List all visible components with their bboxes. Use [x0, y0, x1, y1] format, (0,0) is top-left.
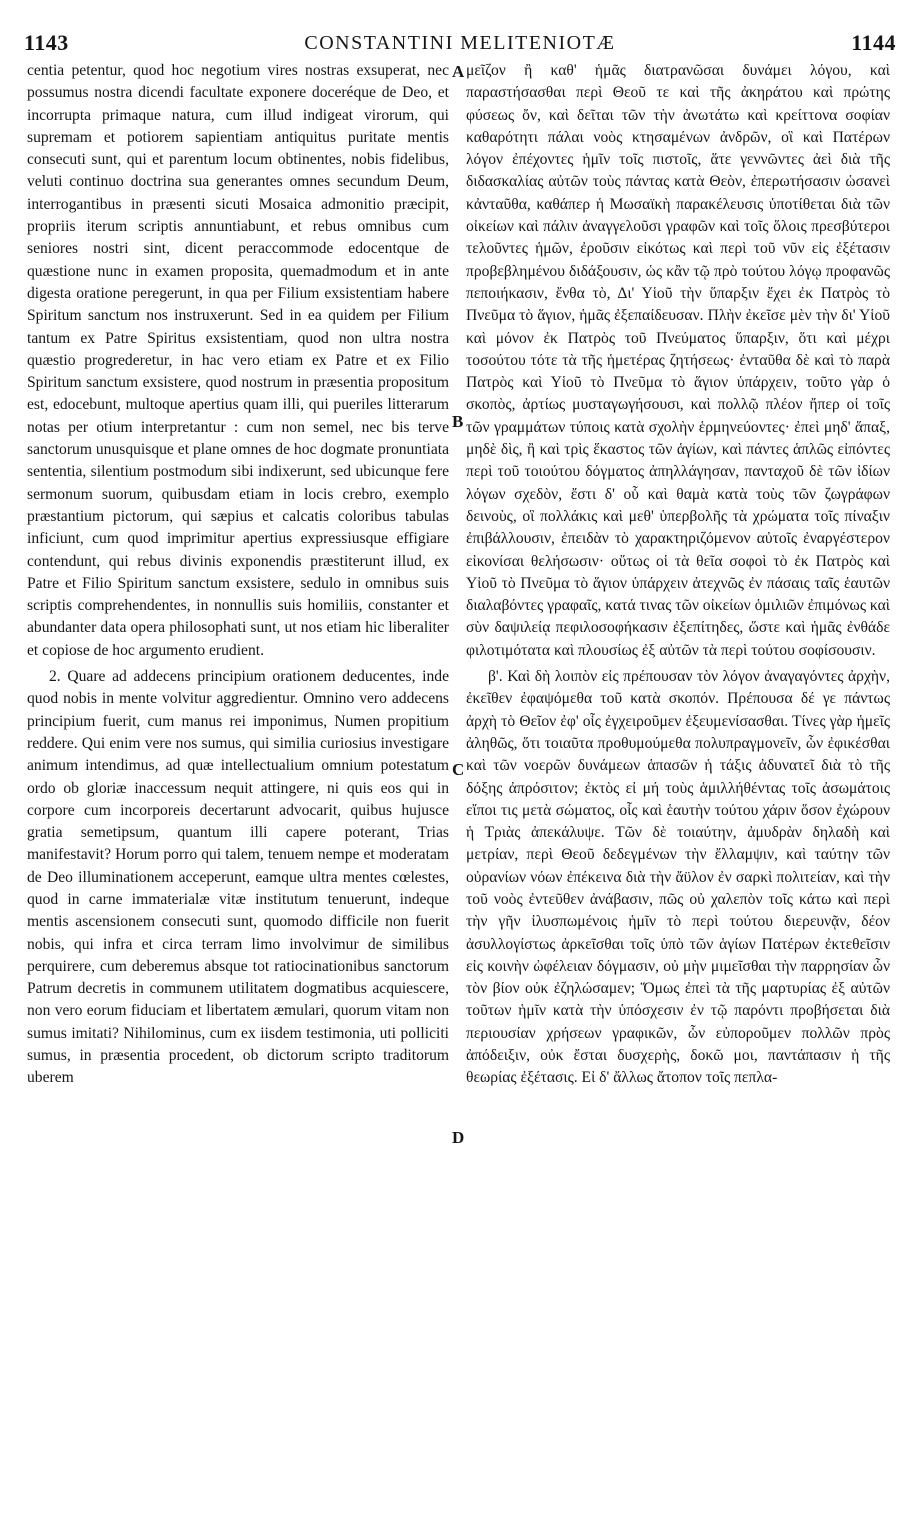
margin-marker-a: A — [452, 62, 465, 81]
latin-paragraph: centia petentur, quod hoc negotium vires nostras exsuperat, nec possumus nostra dicendi facultate exponere doceréque de Deo, et incorrupta primaque natura, cum illud indigeat virorum, qui supremam et potiorem sapientiam antiquitus puritate mentis consecuti sunt, qui et parentum locum obtinentes, nobis fidelibus, veluti continuo doctrina sua generantes omnes secundum Deum, interrogantibus in præsenti sicuti Mosaica admonitio præcipit, propriis iterum scriptis annuntiabunt, et rebus omnibus cum seniores nostri sint, dicent peraccommode edocentque de quæstione nunc in examen proposita, quemadmodum et in ante digesta oratione peregerunt, in qua per Filium exsistentiam habere Spiritum sanctum nos instruxerunt. Sed in ea quidem per Filium tantum ex Patre Spiritus exsistentiam, quod non ultra nostra quæstio progrederetur, in hac vero etiam ex Patre et ex Filio Spiritum sanctum exsistere, quod nostrum in præsentia propositum est, edocebunt, multoque apertius quam illi, qui pueriles litterarum notas per otium interpretantur : cum non semel, nec bis terve sanctorum unusquisque et plane omnes de hoc dogmate pronuntiata sententia, silentium postmodum sibi indixerunt, sed ubicunque fere sermonum suorum, quibusdam etiam in locis crebro, exemplo præstantium pictorum, qui sæpius et calcatis coloribus tabulas inficiunt, cum quod imprimitur apertius expressiusque effigiare contendunt, qui rebus divinis exponendis præstiterunt illud, ex Patre et Filio Spiritum sanctum exsistere, sedulo in omnibus suis scriptis comprehendentes, in nonnullis suis homiliis, constanter et abundanter data opera philosophati sunt, ut nos etiam hic liberaliter et copiose de hoc argumento erudient. — [27, 62, 449, 659]
page-header — [24, 24, 896, 54]
margin-marker-d: D — [452, 1128, 465, 1147]
greek-paragraph: β'. Καὶ δὴ λοιπὸν εἰς πρέπουσαν τὸν λόγον ἀναγαγόντες ἀρχὴν, ἐκεῖθεν ἐφαψόμεθα τοῦ κατὰ σκοπόν. Πρέπουσα δέ γε πάντως ἀρχὴ τὸ Θεῖον ἐφ' οἷς ἐγχειροῦμεν ἐξευμενίσασθαι. Τίνες γὰρ ἡμεῖς ἀληθῶς, ὅτι τοιαῦτα προθυμούμεθα πολυπραγμονεῖν, ὧν ἐφικέσθαι καὶ τῶν νοερῶν δυνάμεων ἁπασῶν ἡ τάξις ἀδυνατεῖ διὰ τὸ τῆς δόξης ἀπρόσιτον; ἐκτὸς εἰ μή τοὺς ἁμιλλήθέντας τοῖς ἀσωμάτοις εἴποι τις μετὰ σώματος, οἷς καὶ ἑαυτὴν τούτου χάριν ὅσον ἐχώρουν ἡ Τριὰς ἀπεκάλυψε. Τῶν δὲ τοιαύτην, ἀμυδρὰν δηλαδὴ καὶ μετρίαν, περὶ Θεοῦ δεδεγμένων τὴν ἔλλαμψιν, καὶ ταύτην τῶν οὐρανίων νόων ἐπέκεινα διὰ τὴν ἄϋλον ἐν σαρκὶ πολιτείαν, καὶ τὴν τοῦ νοὸς ἐντεῦθεν ἀνάβασιν, πῶς οὐ χαλεπὸν τοῖς κάτω καὶ περὶ τὴν γῆν ἰλυσπωμένοις ἡμῖν τὸ περὶ τούτου διερευνᾷν, δέον ἀσυλλογίστως ἀρκεῖσθαι τοῖς ὑπὸ τῶν ἁγίων Πατέρων ἐκτεθεῖσιν εἰς κοινὴν ὠφέλειαν δόγμασιν, οὐ μὴν μιμεῖσθαι τὴν παρρησίαν ὧν τὸν βίον οὐκ ἐζηλώσαμεν; Ὅμως ἐπεὶ τὰ τῆς μαρτυρίας ἐξ αὐτῶν τοῦτων ἡμῖν κατὰ τὴν ὑπόσχεσιν ἐν τῷ παρόντι προβήσεται διὰ περιουσίαν χρήσεων γραφικῶν, ὧν εὐποροῦμεν πολλῶν πρὸς ἀπόδειξιν, οὐκ ἔσται δυσχερὴς, δοκῶ μοι, παντάπασιν ἡ τῆς θεωρίας ἐξέτασις. Εἰ δ' ἄλλως ἄτοπον τοῖς πεπλα- — [466, 668, 890, 1087]
page-number-left: 1143 — [24, 30, 69, 55]
greek-paragraph: μεῖζον ἢ καθ' ἡμᾶς διατρανῶσαι δυνάμει λόγου, καὶ παραστήσασθαι περὶ Θεοῦ τε καὶ τῆς ἀκηράτου καὶ πρώτης φύσεως ὄν, καὶ δεῖται τῶν τὴν ἀνωτάτω καὶ κρείττονα σοφίαν καθαρότητι πάλαι νοὸς κτησαμένων ἀνδρῶν, οἳ καὶ Πατέρων λόγον ἐπέχοντες ἡμῖν τοῖς πιστοῖς, ἅτε γεννῶντες ἀεὶ διὰ τῆς διδασκαλίας αὐτῶν τοὺς πάντας κατὰ Θεὸν, ἐπερωτήσασιν ὡσανεὶ κἀνταῦθα, καθάπερ ἡ Μωσαϊκὴ παρακέλευσις ὑποτίθεται διὰ τῶν οἰκείων καὶ πάλιν ἀναγγελοῦσι γραφῶν καὶ τοῖς ὅλοις πρεσβύτεροι τελοῦντες ἡμῶν, ἐροῦσιν εἰκότως καὶ περὶ τοῦ νῦν εἰς ἐξέτασιν προβεβλημένου διδάξουσιν, ὡς κἂν τῷ πρὸ τούτου λόγῳ προφανῶς πεποιήκασιν, ἔνθα τὸ, Δι' Υἱοῦ τὴν ὕπαρξιν ἔχει ἐκ Πατρὸς τὸ Πνεῦμα τὸ ἅγιον, ἡμᾶς ἐξεπαίδευσαν. Πλὴν ἐκεῖσε μὲν τὴν δι' Υἱοῦ καὶ μόνον ἐκ Πατρὸς τοῦ Πνεύματος ὕπαρξιν, ὅτι καὶ μέχρι τοσούτου τότε τὰ τῆς ἡμετέρας ζητήσεως· ἐνταῦθα δὲ καὶ τὸ παρὰ Πατρὸς καὶ Υἱοῦ τὸ Πνεῦμα τὸ ἅγιον ὑπάρχειν, τοῦτο γὰρ ὁ σκοπὸς, ἀρτίως μυσταγωγήσουσι, καὶ πολλῷ πλέον ἤπερ οἱ τοῖς τῶν γραμμάτων τύποις κατὰ σχολὴν ἑρμηνεύοντες· ἐπεὶ μηδ' ἅπαξ, μηδὲ δὶς, ἢ καὶ τρὶς ἕκαστος τῶν ἁγίων, καὶ πάντες ἁπλῶς εἰπόντες περὶ τοῦ τοιούτου δόγματος ἀπηλλάγησαν, πανταχοῦ δὲ τῶν ἰδίων λόγων σχεδὸν, ἔστι δ' οὗ καὶ θαμὰ κατὰ τοὺς τῶν ζωγράφων δεινοὺς, οἳ πολλάκις καὶ μεθ' ὑπερβολῆς τὰ χρώματα τοῖς πίναξιν ἐπιβάλλουσιν, ἐπειδὰν τὸ χαρακτηριζόμενον αὐτοῖς ἐναργέστερον εἰκονίσαι θελήσωσιν· οὕτως οἱ τὰ θεῖα σοφοὶ τὸ ἐκ Πατρὸς καὶ Υἱοῦ τὸ Πνεῦμα τὸ ἅγιον ὑπάρχειν ἀτεχνῶς ἐν πάσαις ταῖς ἑαυτῶν διαλαβόντες γραφαῖς, κατά τινας τῶν οἰκείων ὁμιλιῶν ἐπιμόνως καὶ σὺν δαψιλείᾳ πεφιλοσοφήκασιν ἐξεπίτηδες, ὥστε καὶ ἡμᾶς ἐνθάδε φιλοτιμότατα καὶ πλουσίως ἐξ αὐτῶν τὰ περὶ τούτου σοφίσουσιν. — [466, 62, 890, 659]
latin-paragraph: 2. Quare ad addecens principium orationem deducentes, inde quod nobis in mente volvitur aggredientur. Omnino vero addecens principium fuerit, cum manus rei imponimus, Numen propitium reddere. Qui enim vere nos sumus, qui similia curiosius investigare animum intendimus, ad quæ intellectualium omnium potestatum ordo ob gloriæ inaccessum nequit attingere, ni quis eos qui in corpore cum incorporeis decertarunt advocarit, quibus hujusce gratia semetipsum, quantum illi capere poterant, Trias manifestavit? Horum porro qui talem, tenuem nempe et moderatam de Deo illuminationem acceperunt, eamque ultra mentes cœlestes, quod in carne immaterialæ vitæ institutum tenuerunt, indeque mentis ascensionem consecuti sunt, quomodo difficile non fuerit nobis, qui infra et circa terram limo involvimur de similibus perquirere, cum deberemus absque tot ratiocinationibus sanctorum Patrum decretis in communem utilitatem dogmatibus acquiescere, non vero eorum fiduciam et libertatem æmulari, quorum vitam non sumus imitati? Nihilominus, cum ex iisdem testimonia, uti polliciti sumus, in præsentia procedent, ob dictorum scripto traditorum uberem — [27, 668, 449, 1087]
latin-column — [27, 60, 449, 1090]
page-number-right: 1144 — [851, 30, 896, 55]
margin-marker-b: B — [452, 412, 464, 431]
greek-column — [466, 60, 890, 1090]
margin-marker-c: C — [452, 760, 465, 779]
running-title: CONSTANTINI MELITENIOTÆ — [304, 32, 616, 54]
